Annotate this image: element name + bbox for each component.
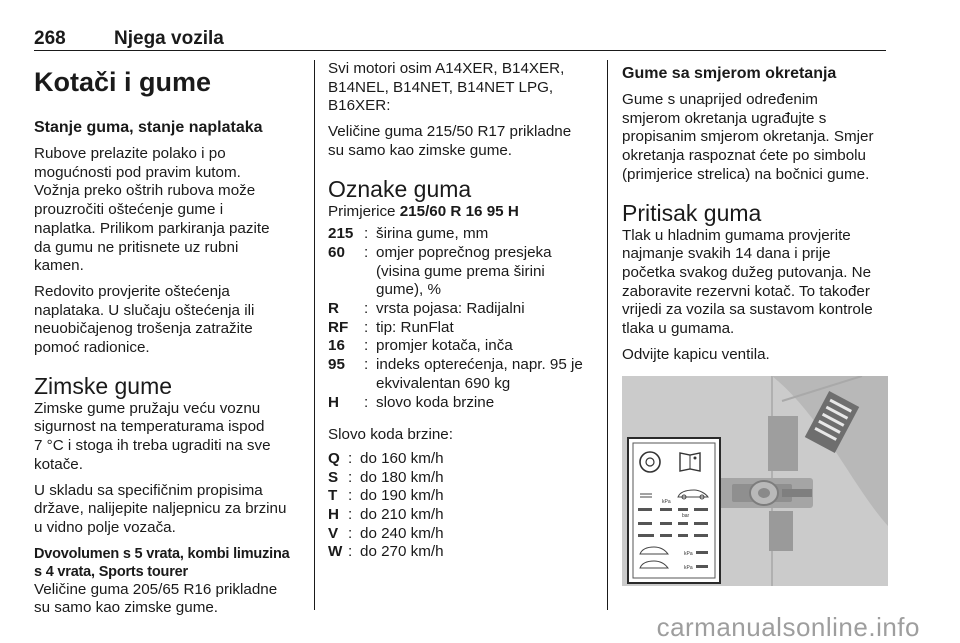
table-row: V : do 240 km/h — [328, 524, 444, 542]
page-header — [34, 14, 886, 51]
tyre-markings-title: Oznake guma — [328, 175, 472, 202]
column-divider — [607, 60, 608, 610]
body-types-heading: Dvovolumen s 5 vrata, kombi limuzina s 4 vrata, Sports tourer — [34, 545, 290, 580]
paragraph: Tlak u hladnim gumama provjerite najmanje svakih 14 dana i prije početka svakog dužeg putovanja. Ne zaboravite rezervni kotač. To također vrijedi za vozila sa sustavom kontrole tlaka u gumama. — [622, 226, 873, 338]
winter-tyres-title: Zimske gume — [34, 372, 173, 399]
bar-label: bar — [682, 513, 690, 519]
kpa-label: kPa — [684, 551, 693, 557]
paragraph: U skladu sa specifičnim propisima države, nalijepite naljepnicu za brzinu u vidno polje vozača. — [34, 481, 287, 536]
paragraph: Gume s unaprijed određenim smjerom okretanja ugrađujte s propisanim smjerom okretanja. Smjer okretanja raspoznat ćete po simbolu (primjerice strelica) na bočnici gume. — [622, 91, 874, 183]
kpa-label: kPa — [684, 565, 693, 571]
tyre-code-table — [328, 225, 583, 412]
speed-code-table — [328, 450, 444, 562]
column-3 — [622, 60, 888, 364]
table-row: H : do 210 km/h — [328, 506, 444, 524]
section-title: Kotači i gume — [34, 67, 212, 97]
column-1 — [34, 60, 304, 618]
table-row: R : vrsta pojasa: Radijalni — [328, 300, 525, 318]
tyre-pressure-title: Pritisak guma — [622, 199, 762, 226]
tyre-pressure-label-illustration — [622, 376, 888, 586]
column-2 — [328, 60, 596, 562]
paragraph: Zimske gume pružaju veću voznu sigurnost na temperaturama ispod 7 °C i stoga ih treba ugraditi na sve kotače. — [34, 399, 271, 473]
paragraph: Veličine guma 215/50 R17 prikladne su samo kao zimske gume. — [328, 123, 572, 159]
paragraph: Odvijte kapicu ventila. — [622, 345, 770, 363]
table-row: 95 : indeks opterećenja, napr. 95 je ekvivalentan 690 kg — [328, 356, 583, 392]
paragraph: Redovito provjerite oštećenja naplataka. U slučaju oštećenja ili neuobičajenog trošenja zatražite pomoć radionice. — [34, 282, 255, 357]
table-row: T : do 190 km/h — [328, 487, 444, 505]
chapter-title: Njega vozila — [114, 28, 224, 49]
page-number: 268 — [34, 28, 66, 49]
table-row: Q : do 160 km/h — [328, 449, 444, 467]
speed-code-intro: Slovo koda brzine: — [328, 426, 453, 444]
table-row: 60 : omjer poprečnog presjeka (visina gume prema širini gume), % — [328, 243, 552, 299]
page-footer — [0, 610, 960, 642]
table-row: H : slovo koda brzine — [328, 393, 495, 411]
paragraph: Rubove prelazite polako i po mogućnosti pod pravim kutom. Vožnja preko oštrih rubova može prouzročiti oštećenje gume i naplatka. Prilikom parkiranja pazite da gumu ne pritisnete uz rubni kamen. — [34, 145, 270, 275]
paragraph: Svi motori osim A14XER, B14XER, B14NEL, B14NET, B14NET LPG, B16XER: — [328, 60, 565, 115]
table-row: S : do 180 km/h — [328, 468, 444, 486]
table-row: 215 : širina gume, mm — [328, 225, 489, 243]
watermark: carmanualsonline.info — [656, 612, 920, 642]
table-row: RF : tip: RunFlat — [328, 318, 454, 336]
table-row: 16 : promjer kotača, inča — [328, 337, 513, 355]
paragraph: Veličine guma 205/65 R16 prikladne su samo kao zimske gume. — [34, 580, 278, 617]
directional-tyres-title: Gume sa smjerom okretanja — [622, 65, 837, 82]
door-pillar-illustration — [622, 376, 888, 586]
table-row: W : do 270 km/h — [328, 543, 444, 561]
subsection-title: Stanje guma, stanje naplataka — [34, 119, 263, 136]
kpa-label: kPa — [662, 499, 671, 505]
example-line: Primjerice 215/60 R 16 95 H — [328, 202, 519, 220]
column-divider — [314, 60, 315, 610]
